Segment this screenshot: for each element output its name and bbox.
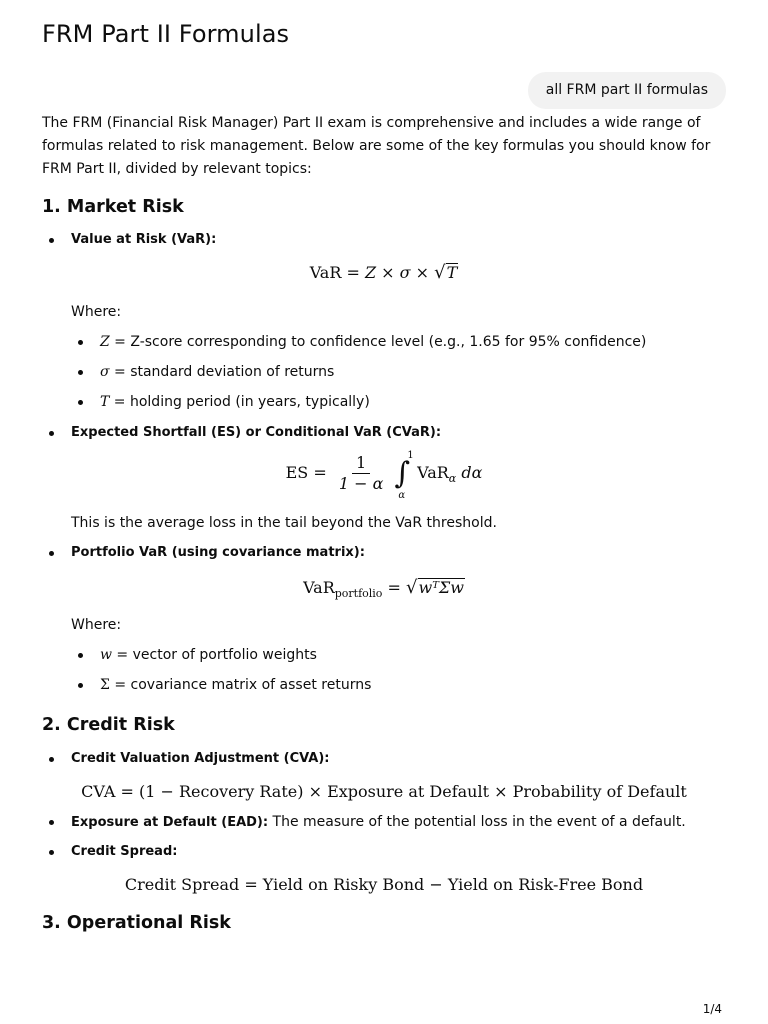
var-where-item-sigma	[100, 363, 334, 381]
formula-var-rhs: Z × σ ×	[364, 263, 435, 282]
integral-lower: α	[398, 490, 406, 501]
ead-label: Exposure at Default (EAD):	[71, 815, 269, 830]
portfolio-desc-w: = vector of portfolio weights	[111, 647, 317, 663]
portfolio-desc-sigma: = covariance matrix of asset returns	[109, 677, 372, 693]
formula-var-lhs: VaR	[309, 263, 342, 282]
bullet-ead	[71, 813, 686, 832]
var-where-item-z	[100, 333, 646, 351]
var-symbol-t: T	[100, 394, 110, 410]
var-desc-sigma: = standard deviation of returns	[109, 364, 335, 380]
portfolio-symbol-w: w	[100, 647, 112, 663]
bullet-cva: Credit Valuation Adjustment (CVA):	[71, 751, 330, 766]
formula-portfolio-sub: portfolio	[334, 587, 383, 601]
portfolio-symbol-sigma: Σ	[100, 677, 110, 693]
formula-es-differential: dα	[461, 463, 483, 482]
var-symbol-z: Z	[100, 334, 110, 350]
portfolio-where-item-sigma	[100, 676, 371, 694]
formula-var-sqrt: T	[446, 263, 458, 282]
portfolio-where-item-w	[100, 646, 317, 664]
es-note: This is the average loss in the tail beyond the VaR threshold.	[71, 515, 497, 531]
bullet-expected-shortfall: Expected Shortfall (ES) or Conditional VaR (CVaR):	[71, 425, 442, 440]
integral-sign: ∫ 1 α	[394, 450, 414, 501]
user-query-bubble: all FRM part II formulas	[528, 72, 726, 109]
formula-portfolio-var: VaR$_{portfolio}$ = √wᵀΣw	[303, 577, 464, 601]
bullet-credit-spread: Credit Spread:	[71, 844, 178, 859]
var-where-label: Where:	[71, 304, 122, 320]
formula-es: ES = $\frac{1}{1 - \alpha}$ ∫ 1 α VaR$_\alpha$ dα	[285, 450, 483, 501]
formula-es-integrand-sub: α	[448, 472, 457, 486]
formula-portfolio-lhs: VaR	[303, 578, 335, 597]
formula-var: VaR = Z × σ × √T	[309, 262, 458, 283]
ead-text: The measure of the potential loss in the event of a default.	[268, 814, 686, 830]
var-desc-z: = Z-score corresponding to confidence level (e.g., 1.65 for 95% confidence)	[109, 334, 647, 350]
formula-es-fraction	[335, 454, 388, 493]
page-number: 1/4	[702, 1002, 722, 1016]
formula-es-lhs: ES	[285, 463, 309, 482]
section-heading-credit-risk: 2. Credit Risk	[42, 715, 175, 735]
var-where-item-t	[100, 393, 370, 411]
page-title: FRM Part II Formulas	[42, 20, 290, 48]
var-desc-t: = holding period (in years, typically)	[109, 394, 370, 410]
formula-credit-spread: Credit Spread = Yield on Risky Bond − Yield on Risk-Free Bond	[124, 875, 644, 894]
formula-cva: CVA = (1 − Recovery Rate) × Exposure at Default × Probability of Default	[81, 782, 687, 801]
formula-es-denominator: 1 − α	[338, 474, 384, 493]
portfolio-where-label: Where:	[71, 617, 122, 633]
formula-es-integrand: VaR	[417, 463, 449, 482]
section-heading-market-risk: 1. Market Risk	[42, 197, 184, 217]
formula-es-numerator: 1	[352, 454, 370, 474]
bullet-var: Value at Risk (VaR):	[71, 232, 217, 247]
section-heading-operational-risk: 3. Operational Risk	[42, 913, 231, 933]
intro-paragraph: The FRM (Financial Risk Manager) Part II exam is comprehensive and includes a wide range of formulas related to risk management. Below are some of the key formulas you should know for FRM Part II, divided by relevant topics:	[42, 115, 711, 177]
integral-upper: 1	[407, 450, 414, 461]
bullet-portfolio-var: Portfolio VaR (using covariance matrix):	[71, 545, 365, 560]
formula-portfolio-sqrt: wᵀΣw	[418, 578, 464, 597]
var-symbol-sigma: σ	[100, 364, 110, 380]
